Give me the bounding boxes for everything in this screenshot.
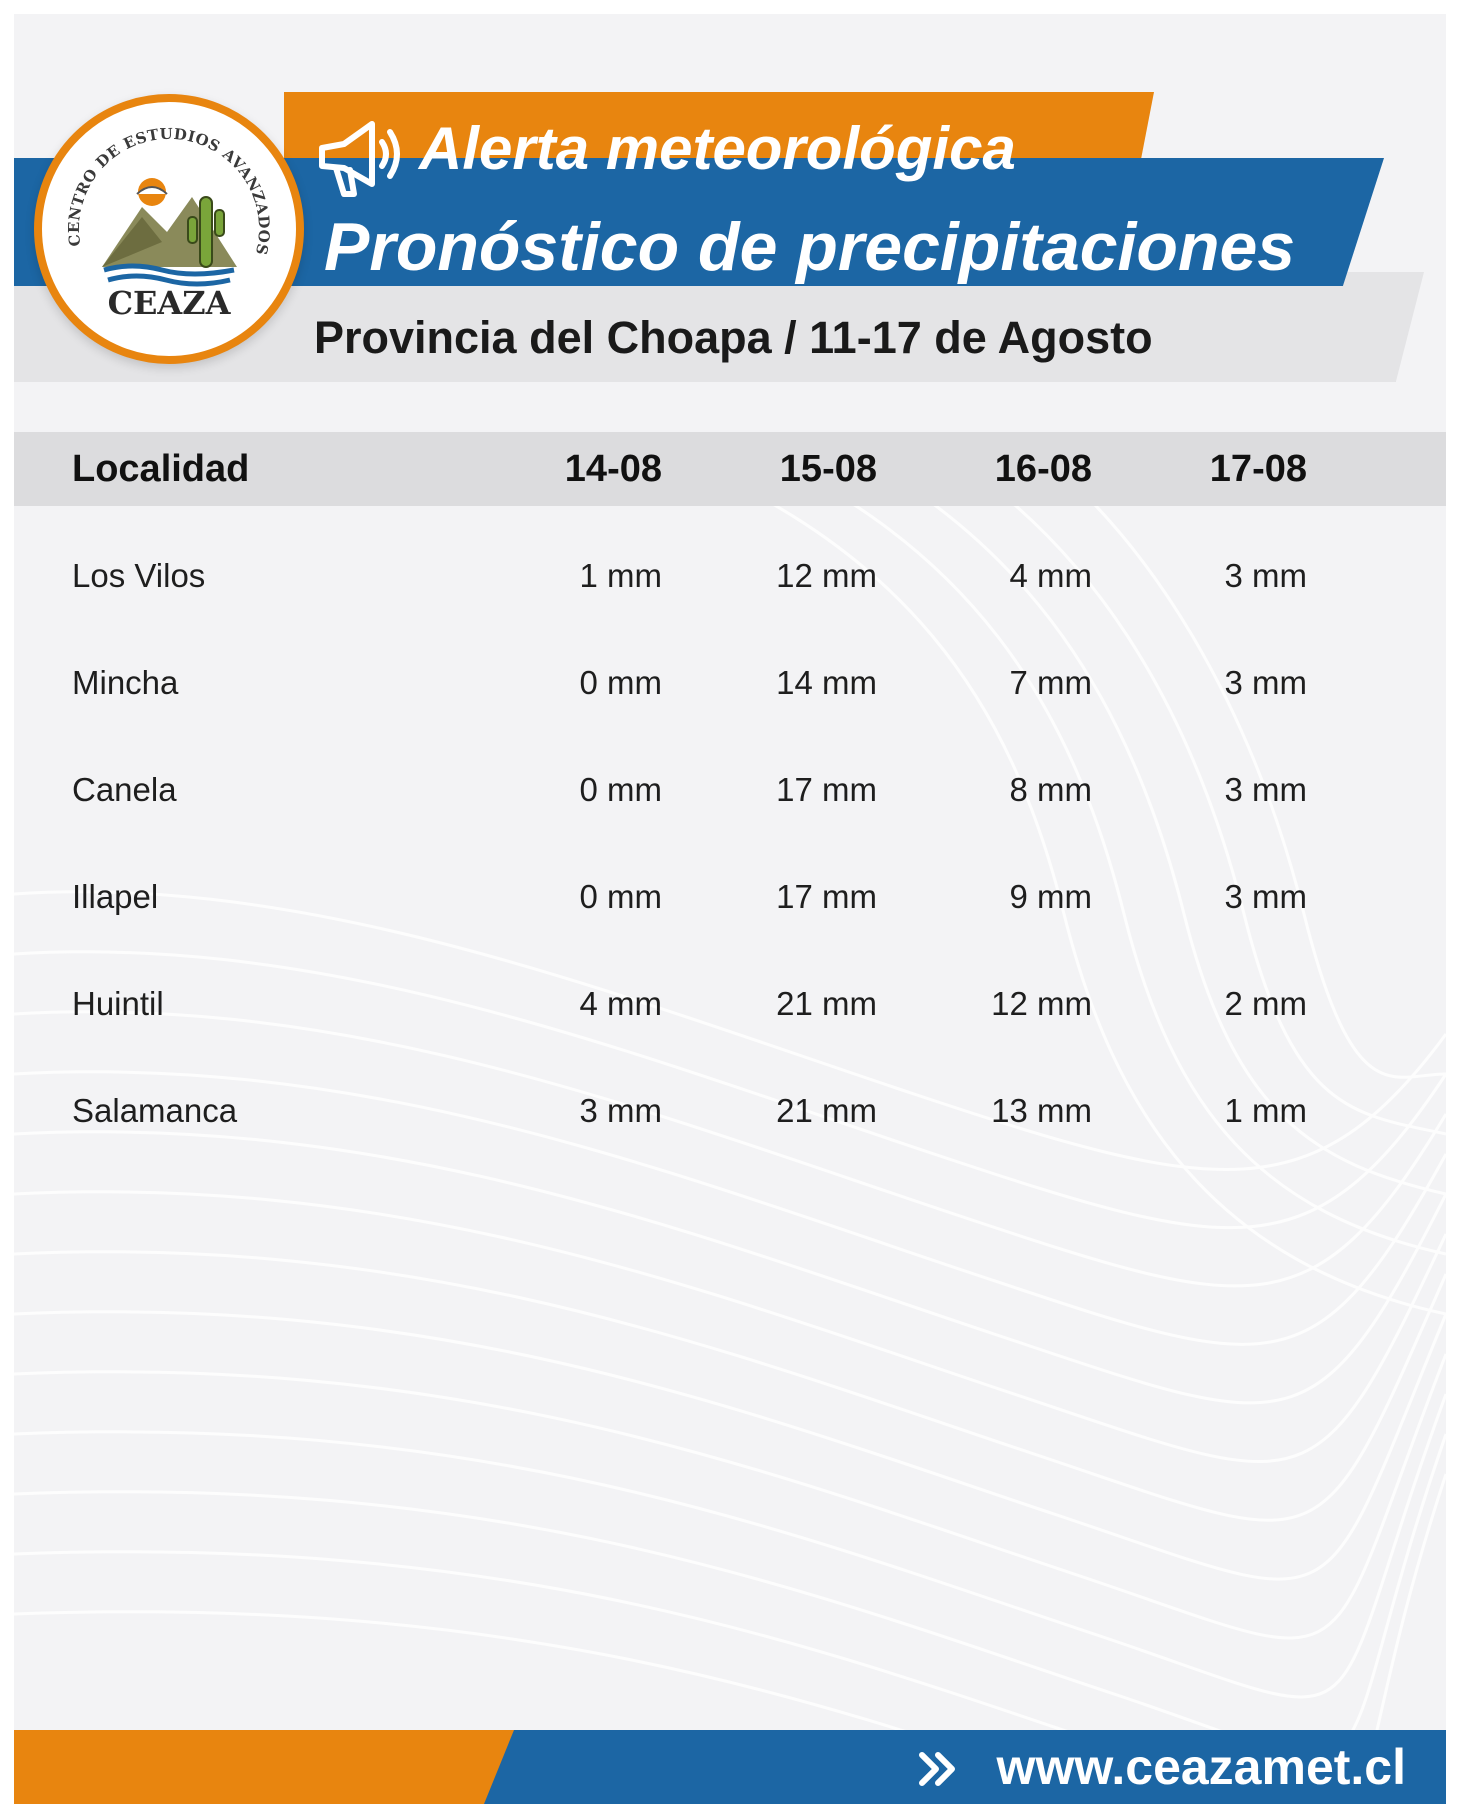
precipitation-value: 0 mm — [579, 878, 662, 915]
website-link[interactable]: www.ceazamet.cl — [996, 1739, 1406, 1795]
precipitation-value: 17 mm — [776, 771, 877, 808]
precipitation-value: 21 mm — [776, 985, 877, 1022]
row-locality: Mincha — [72, 664, 179, 701]
precipitation-value: 0 mm — [579, 771, 662, 808]
precipitation-value: 9 mm — [1009, 878, 1092, 915]
precipitation-value: 21 mm — [776, 1092, 877, 1129]
megaphone-icon — [314, 114, 406, 202]
precipitation-value: 1 mm — [1224, 1092, 1307, 1129]
footer-accent — [14, 1730, 514, 1804]
precipitation-value: 12 mm — [991, 985, 1092, 1022]
column-header-locality: Localidad — [72, 448, 250, 490]
precipitation-value: 3 mm — [1224, 771, 1307, 808]
row-locality: Salamanca — [72, 1092, 238, 1129]
forecast-card — [14, 14, 1446, 1804]
row-locality: Canela — [72, 771, 177, 808]
column-header-date: 14-08 — [564, 448, 662, 490]
precipitation-value: 1 mm — [579, 557, 662, 594]
precipitation-value: 0 mm — [579, 664, 662, 701]
chevrons-right-icon — [916, 1749, 960, 1789]
precipitation-value: 4 mm — [579, 985, 662, 1022]
precipitation-value: 17 mm — [776, 878, 877, 915]
precipitation-value: 3 mm — [579, 1092, 662, 1129]
page-subtitle: Provincia del Choapa / 11-17 de Agosto — [314, 312, 1153, 363]
column-header-date: 15-08 — [779, 448, 877, 490]
precipitation-value: 12 mm — [776, 557, 877, 594]
page-title: Pronóstico de precipitaciones — [324, 209, 1296, 285]
row-locality: Illapel — [72, 878, 159, 915]
precipitation-value: 7 mm — [1009, 664, 1092, 701]
precipitation-value: 13 mm — [991, 1092, 1092, 1129]
logo-wordmark: CEAZA — [107, 284, 231, 322]
precipitation-value: 3 mm — [1224, 557, 1307, 594]
precipitation-value: 3 mm — [1224, 878, 1307, 915]
precipitation-value: 3 mm — [1224, 664, 1307, 701]
alert-label: Alerta meteorológica — [419, 115, 1016, 182]
column-header-date: 17-08 — [1209, 448, 1307, 490]
precipitation-value: 4 mm — [1009, 557, 1092, 594]
logo-ring-text: CENTRO DE ESTUDIOS AVANZADOS — [64, 124, 274, 258]
column-header-date: 16-08 — [994, 448, 1092, 490]
precipitation-value: 14 mm — [776, 664, 877, 701]
row-locality: Huintil — [72, 985, 164, 1022]
precipitation-value: 8 mm — [1009, 771, 1092, 808]
row-locality: Los Vilos — [72, 557, 206, 594]
ceaza-logo — [34, 94, 304, 364]
precipitation-value: 2 mm — [1224, 985, 1307, 1022]
